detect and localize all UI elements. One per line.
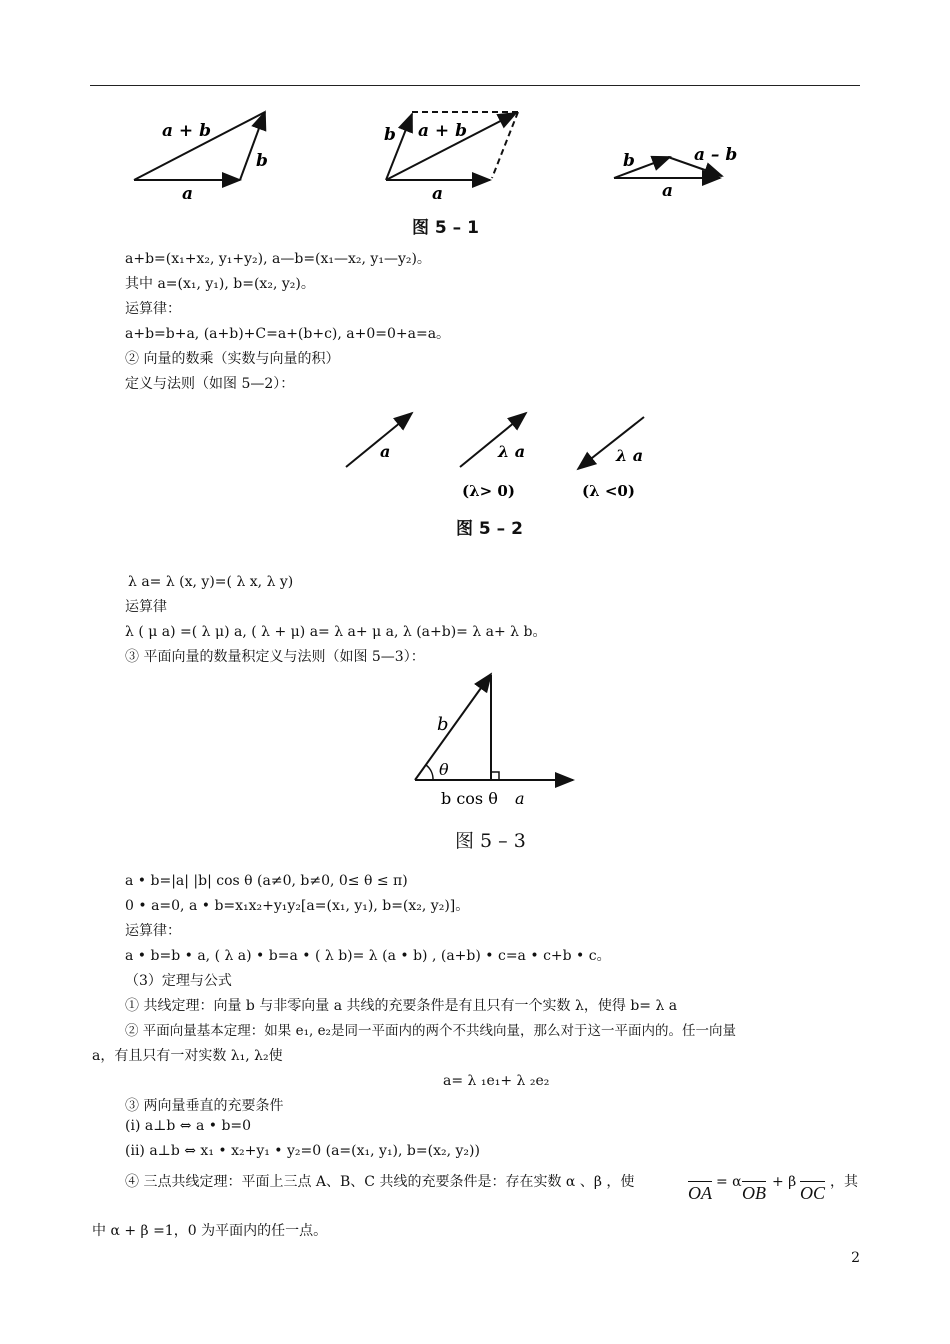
text-line: 运算律： [125, 923, 181, 939]
text-line: ② 平面向量基本定理：如果 e₁, e₂是同一平面内的两个不共线向量，那么对于这一平面内的。任一向量 [125, 1023, 736, 1039]
page-number: 2 [851, 1250, 860, 1266]
header-rule [90, 85, 860, 86]
text-line: a • b=|a| |b| cos θ (a≠0, b≠0, 0≤ θ ≤ π) [125, 873, 408, 889]
text-line: (i) a⊥b ⇔ a • b=0 [125, 1118, 252, 1134]
text-line: λ a= λ (x, y)=( λ x, λ y) [128, 574, 294, 590]
text-line: ③ 平面向量的数量积定义与法则（如图 5—3）： [125, 649, 425, 665]
fig1-add-par-a: a [432, 184, 444, 204]
collinear-prefix: ④ 三点共线定理：平面上三点 A、B、C 共线的充要条件是：存在实数 α 、β ，使 [125, 1174, 635, 1190]
fig1-add-par-b: b [384, 125, 396, 145]
text-line: ① 共线定理：向量 b 与非零向量 a 共线的充要条件是有且只有一个实数 λ，使得 b= λ a [125, 998, 678, 1014]
fig1-sub-diff: a – b [694, 145, 738, 165]
text-line: a+b=b+a, (a+b)+C=a+(b+c), a+0=0+a=a。 [125, 326, 451, 342]
text-line: λ ( μ a) =( λ μ) a, ( λ + μ) a= λ a+ μ a, λ (a+b)= λ a+ λ b。 [125, 624, 547, 640]
collinear-plus-beta: + β [772, 1174, 797, 1190]
fig1-add-tri-b: b [256, 151, 268, 171]
fig3-theta: θ [439, 760, 449, 779]
fig1-add-tri-a: a [182, 184, 194, 204]
fig3-b: b [437, 714, 449, 735]
text-line: a • b=b • a, ( λ a) • b=a • ( λ b)= λ (a • b) , (a+b) • c=a • c+b • c。 [125, 948, 611, 964]
collinear-suffix: ，其 [830, 1174, 858, 1190]
vector-oc: OC [800, 1183, 826, 1203]
text-line: a，有且只有一对实数 λ₁, λ₂使 [92, 1048, 283, 1064]
fig2-v1: a [380, 442, 391, 461]
text-line: a+b=(x₁+x₂, y₁+y₂), a—b=(x₁—x₂, y₁—y₂)。 [125, 251, 431, 267]
fig1-sub-a: a [662, 181, 674, 201]
text-line: ③ 两向量垂直的充要条件 [125, 1098, 284, 1114]
vector-ob: OB [742, 1183, 766, 1203]
figure-5-2 [330, 405, 670, 505]
text-line: （3）定理与公式 [125, 973, 232, 989]
collinear-last: 中 α + β =1，0 为平面内的任一点。 [92, 1223, 328, 1239]
formula-line: a= λ ₁e₁+ λ ₂e₂ [443, 1073, 550, 1089]
figure-5-1-caption: 图 5 – 1 [412, 218, 479, 238]
figure-5-1 [120, 100, 760, 210]
figure-5-3-caption: 图 5 – 3 [455, 830, 526, 852]
text-line: 定义与法则（如图 5—2）： [125, 376, 295, 392]
fig1-sub-b: b [623, 151, 635, 171]
figure-5-3 [405, 665, 595, 815]
vector-oa: OA [688, 1183, 712, 1203]
text-line: 0 • a=0, a • b=x₁x₂+y₁y₂[a=(x₁, y₁), b=(x₂, y₂)]。 [125, 898, 470, 914]
text-line: 其中 a=(x₁, y₁), b=(x₂, y₂)。 [125, 276, 315, 292]
fig3-a: a [515, 789, 525, 808]
fig2-v3: λ a [616, 446, 644, 465]
fig2-cond2: (λ> 0) [462, 482, 515, 500]
fig2-cond3: (λ <0) [582, 482, 635, 500]
text-line: (ii) a⊥b ⇔ x₁ • x₂+y₁ • y₂=0 (a=(x₁, y₁), b=(x₂, y₂)) [125, 1143, 480, 1159]
figure-5-2-caption: 图 5 – 2 [456, 519, 523, 539]
fig2-v2: λ a [498, 442, 526, 461]
collinear-eq-alpha: = α [716, 1174, 742, 1190]
fig1-add-tri-sum: a + b [162, 121, 211, 141]
fig1-add-par-sum: a + b [418, 121, 467, 141]
text-line: 运算律 [125, 599, 167, 615]
text-line: 运算律： [125, 301, 181, 317]
text-line: ② 向量的数乘（实数与向量的积） [125, 351, 340, 367]
fig3-bcos: b cos θ [441, 789, 498, 808]
